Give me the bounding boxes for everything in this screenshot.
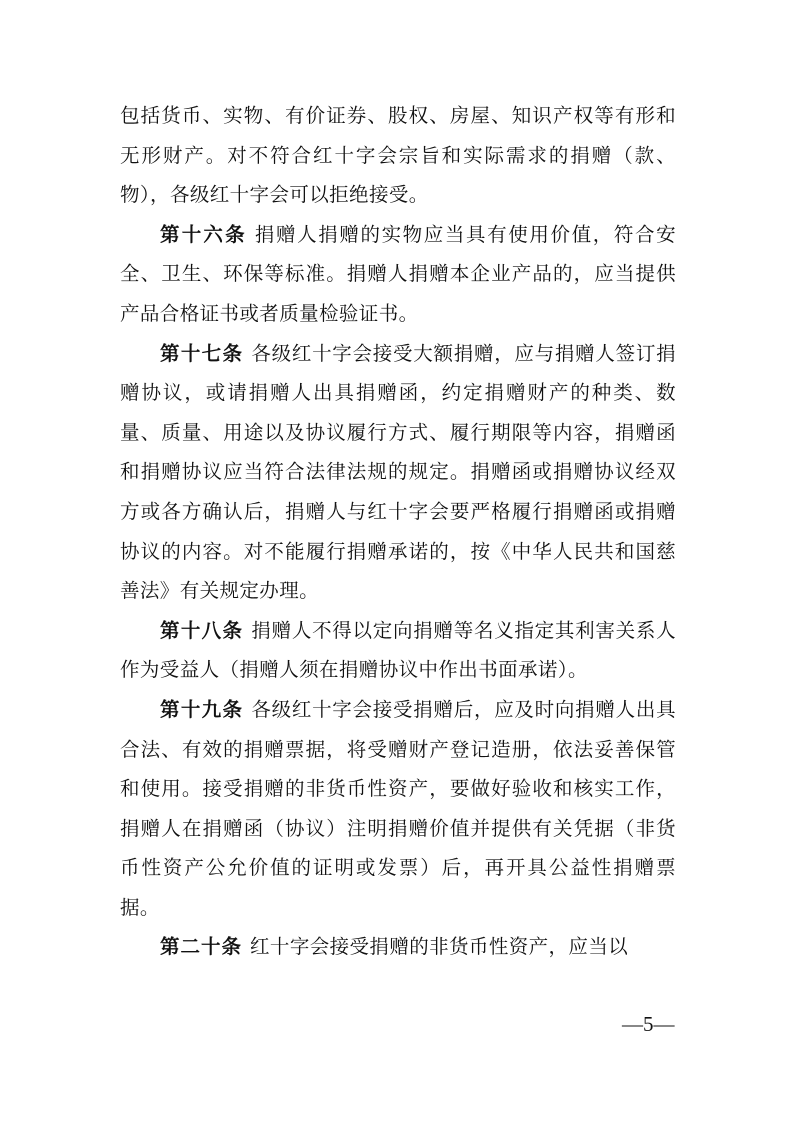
article-heading: 第十六条 — [160, 222, 247, 246]
paragraph-continued — [120, 96, 676, 215]
article-heading: 第十八条 — [160, 618, 244, 642]
paragraph-text: 各级红十字会接受捐赠后，应及时向捐赠人出具合法、有效的捐赠票据，将受赠财产登记造册，依法妥善保管和使用。接受捐赠的非货币性资产，要做好验收和核实工作，捐赠人在捐赠函（协议）注明捐赠价值并提供有关凭据（非货币性资产公允价值的证明或发票）后，再开具公益性捐赠票据。 — [120, 697, 676, 919]
paragraph-text: 捐赠人不得以定向捐赠等名义指定其利害关系人作为受益人（捐赠人须在捐赠协议中作出书面承诺）。 — [120, 618, 676, 682]
paragraph-text: 红十字会接受捐赠的非货币性资产，应当以 — [250, 935, 629, 959]
paragraph-text: 捐赠人捐赠的实物应当具有使用价值，符合安全、卫生、环保等标准。捐赠人捐赠本企业产品的，应当提供产品合格证书或者质量检验证书。 — [120, 222, 676, 325]
article-heading: 第十九条 — [160, 697, 244, 721]
paragraph-article-18 — [120, 611, 676, 690]
document-body — [120, 96, 676, 967]
article-heading: 第二十条 — [160, 935, 243, 959]
paragraph-article-16 — [120, 215, 676, 334]
page-number: —5— — [622, 1012, 675, 1036]
article-heading: 第十七条 — [160, 341, 244, 365]
paragraph-article-17 — [120, 334, 676, 611]
paragraph-article-19 — [120, 690, 676, 928]
paragraph-article-20 — [120, 927, 676, 967]
paragraph-text: 包括货币、实物、有价证券、股权、房屋、知识产权等有形和无形财产。对不符合红十字会宗旨和实际需求的捐赠（款、物），各级红十字会可以拒绝接受。 — [120, 104, 676, 207]
paragraph-text: 各级红十字会接受大额捐赠，应与捐赠人签订捐赠协议，或请捐赠人出具捐赠函，约定捐赠财产的种类、数量、质量、用途以及协议履行方式、履行期限等内容，捐赠函和捐赠协议应当符合法律法规的规定。捐赠函或捐赠协议经双方或各方确认后，捐赠人与红十字会要严格履行捐赠函或捐赠协议的内容。对不能履行捐赠承诺的，按《中华人民共和国慈善法》有关规定办理。 — [120, 341, 676, 603]
